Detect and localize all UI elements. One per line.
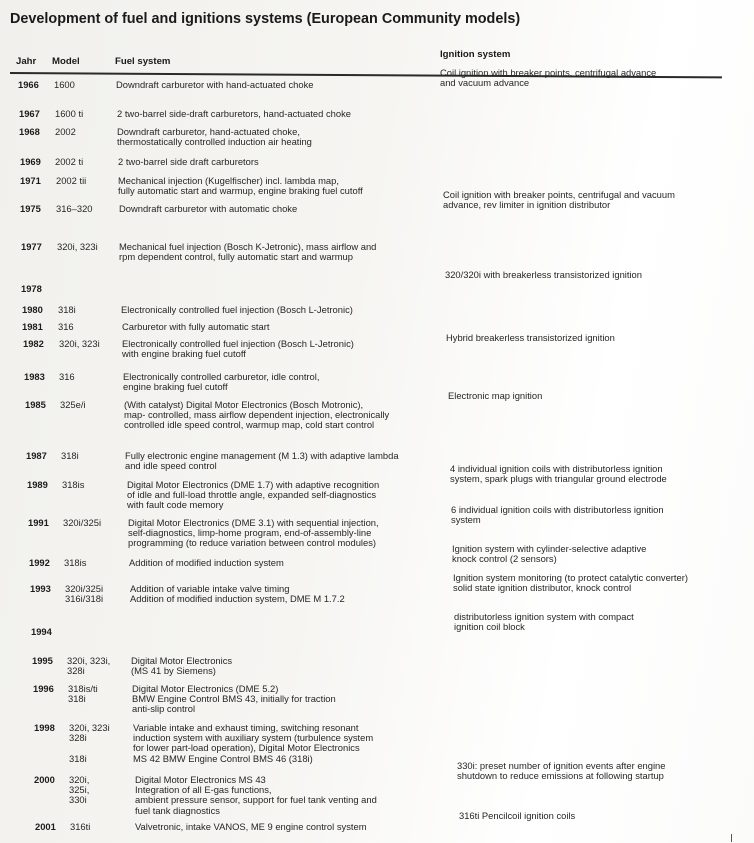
row-model: 316ti	[70, 821, 91, 832]
row-year: 2001	[35, 821, 56, 832]
row-year: 1981	[22, 321, 43, 332]
row-ignition-system: Coil ignition with breaker points, centrifugal advance and vacuum advance	[440, 67, 657, 89]
row-model: 316	[59, 371, 75, 382]
row-model: 318i	[58, 304, 76, 315]
row-fuel-system: Electronically controlled carburetor, idle control, engine braking fuel cutoff	[123, 371, 320, 393]
row-model: 320i, 323i 328i 318i	[69, 722, 110, 764]
row-model: 320i, 323i, 328i	[67, 655, 111, 677]
row-fuel-system: Mechanical fuel injection (Bosch K-Jetronic), mass airflow and rpm dependent control, fully automatic start and warmup	[119, 241, 377, 263]
row-fuel-system: Addition of modified induction system	[129, 557, 284, 568]
row-model: 316–320	[56, 203, 93, 214]
row-model: 325e/i	[60, 399, 86, 410]
row-year: 1987	[26, 450, 47, 461]
row-fuel-system: 2 two-barrel side draft carburetors	[118, 156, 259, 167]
row-model: 320i, 323i	[57, 241, 98, 252]
row-model: 2002 ti	[55, 156, 84, 167]
row-ignition-system: 316ti Pencilcoil ignition coils	[459, 810, 576, 821]
row-year: 1968	[19, 126, 40, 137]
row-year: 1966	[18, 79, 39, 90]
row-model: 318i	[61, 450, 79, 461]
row-ignition-system: Electronic map ignition	[448, 390, 543, 401]
row-fuel-system: Electronically controlled fuel injection (Bosch L-Jetronic)	[121, 304, 353, 315]
header-model: Model	[52, 56, 80, 67]
row-year: 1994	[31, 626, 52, 637]
row-model: 318is	[62, 479, 85, 490]
row-ignition-system: Ignition system with cylinder-selective adaptive knock control (2 sensors)	[452, 543, 647, 565]
row-year: 1967	[19, 108, 40, 119]
row-model: 320i, 323i	[59, 338, 100, 349]
row-year: 1977	[21, 241, 42, 252]
row-year: 1991	[28, 517, 49, 528]
row-fuel-system: Digital Motor Electronics MS 43 Integration of all E-gas functions, ambient pressure sensor, support for fuel tank venting and fuel tank diagnostics	[135, 774, 377, 816]
row-fuel-system: Valvetronic, intake VANOS, ME 9 engine control system	[135, 821, 367, 832]
row-year: 1982	[23, 338, 44, 349]
row-year: 1992	[29, 557, 50, 568]
page-title: Development of fuel and ignitions systems (European Community models)	[10, 11, 521, 27]
row-fuel-system: Digital Motor Electronics (MS 41 by Siemens)	[131, 655, 233, 677]
row-year: 1996	[33, 683, 54, 694]
row-model: 318is/ti 318i	[68, 683, 98, 705]
row-year: 1978	[21, 283, 42, 294]
row-fuel-system: Digital Motor Electronics (DME 1.7) with adaptive recognition of idle and full-load throttle angle, expanded self-diagnostics with fault code memory	[127, 479, 380, 511]
row-fuel-system: Downdraft carburetor, hand-actuated choke, thermostatically controlled induction air heating	[117, 126, 312, 148]
row-year: 1989	[27, 479, 48, 490]
row-year: 1969	[20, 156, 41, 167]
row-model: 320i/325i	[63, 517, 102, 528]
row-fuel-system: Addition of variable intake valve timing Addition of modified induction system, DME M 1.7.2	[130, 583, 345, 605]
row-ignition-system: 330i: preset number of ignition events after engine shutdown to reduce emissions at following startup	[457, 760, 666, 782]
row-ignition-system: Coil ignition with breaker points, centrifugal and vacuum advance, rev limiter in ignition distributor	[443, 189, 675, 211]
row-year: 1975	[20, 203, 41, 214]
row-fuel-system: Fully electronic engine management (M 1.3) with adaptive lambda and idle speed control	[125, 450, 399, 472]
row-model: 316	[58, 321, 74, 332]
row-ignition-system: 320/320i with breakerless transistorized ignition	[445, 269, 642, 280]
header-year: Jahr	[16, 56, 37, 67]
row-year: 1993	[30, 583, 51, 594]
row-year: 2000	[34, 774, 55, 785]
row-year: 1971	[20, 175, 41, 186]
row-model: 2002 tii	[56, 175, 87, 186]
row-fuel-system: Digital Motor Electronics (DME 5.2) BMW Engine Control BMS 43, initially for traction anti-slip control	[132, 683, 336, 715]
edge-mark	[731, 834, 732, 842]
row-year: 1983	[24, 371, 45, 382]
row-year: 1998	[34, 722, 55, 733]
header-fuel-system: Fuel system	[115, 56, 171, 67]
row-ignition-system: Hybrid breakerless transistorized ignition	[446, 332, 615, 343]
row-model: 1600	[54, 79, 75, 90]
row-model: 2002	[55, 126, 76, 137]
row-fuel-system: Electronically controlled fuel injection (Bosch L-Jetronic) with engine braking fuel cutoff	[122, 338, 354, 360]
row-fuel-system: 2 two-barrel side-draft carburetors, hand-actuated choke	[117, 108, 351, 119]
row-model: 1600 ti	[55, 108, 84, 119]
row-ignition-system: 6 individual ignition coils with distributorless ignition system	[451, 504, 664, 526]
row-year: 1985	[25, 399, 46, 410]
header-ignition-system: Ignition system	[440, 49, 511, 60]
row-year: 1980	[22, 304, 43, 315]
row-ignition-system: 4 individual ignition coils with distributorless ignition system, spark plugs with triangular ground electrode	[450, 463, 667, 485]
row-fuel-system: Downdraft carburetor with automatic choke	[119, 203, 298, 214]
row-ignition-system: distributorless ignition system with compact ignition coil block	[454, 611, 634, 633]
row-model: 318is	[64, 557, 87, 568]
row-model: 320i, 325i, 330i	[69, 774, 90, 806]
row-fuel-system: Downdraft carburetor with hand-actuated choke	[116, 79, 314, 90]
row-model: 320i/325i 316i/318i	[65, 583, 104, 605]
row-fuel-system: Mechanical injection (Kugelfischer) incl. lambda map, fully automatic start and warmup, engine braking fuel cutoff	[118, 175, 363, 197]
row-ignition-system: Ignition system monitoring (to protect catalytic converter) solid state ignition distributor, knock control	[453, 572, 688, 594]
row-fuel-system: (With catalyst) Digital Motor Electronics (Bosch Motronic), map- controlled, mass airflow dependent injection, electronically controlled idle speed control, warmup map, cold start control	[124, 399, 390, 431]
row-year: 1995	[32, 655, 53, 666]
row-fuel-system: Variable intake and exhaust timing, switching resonant induction system with auxiliary system (turbulence system for lower part-load operation), Digital Motor Electronics MS 42 BMW Engine Control BMS 46 (318i)	[133, 722, 374, 764]
row-fuel-system: Digital Motor Electronics (DME 3.1) with sequential injection, self-diagnostics, limp-home program, end-of-assembly-line programming (to reduce variation between control modules)	[128, 517, 379, 549]
row-fuel-system: Carburetor with fully automatic start	[122, 321, 270, 332]
